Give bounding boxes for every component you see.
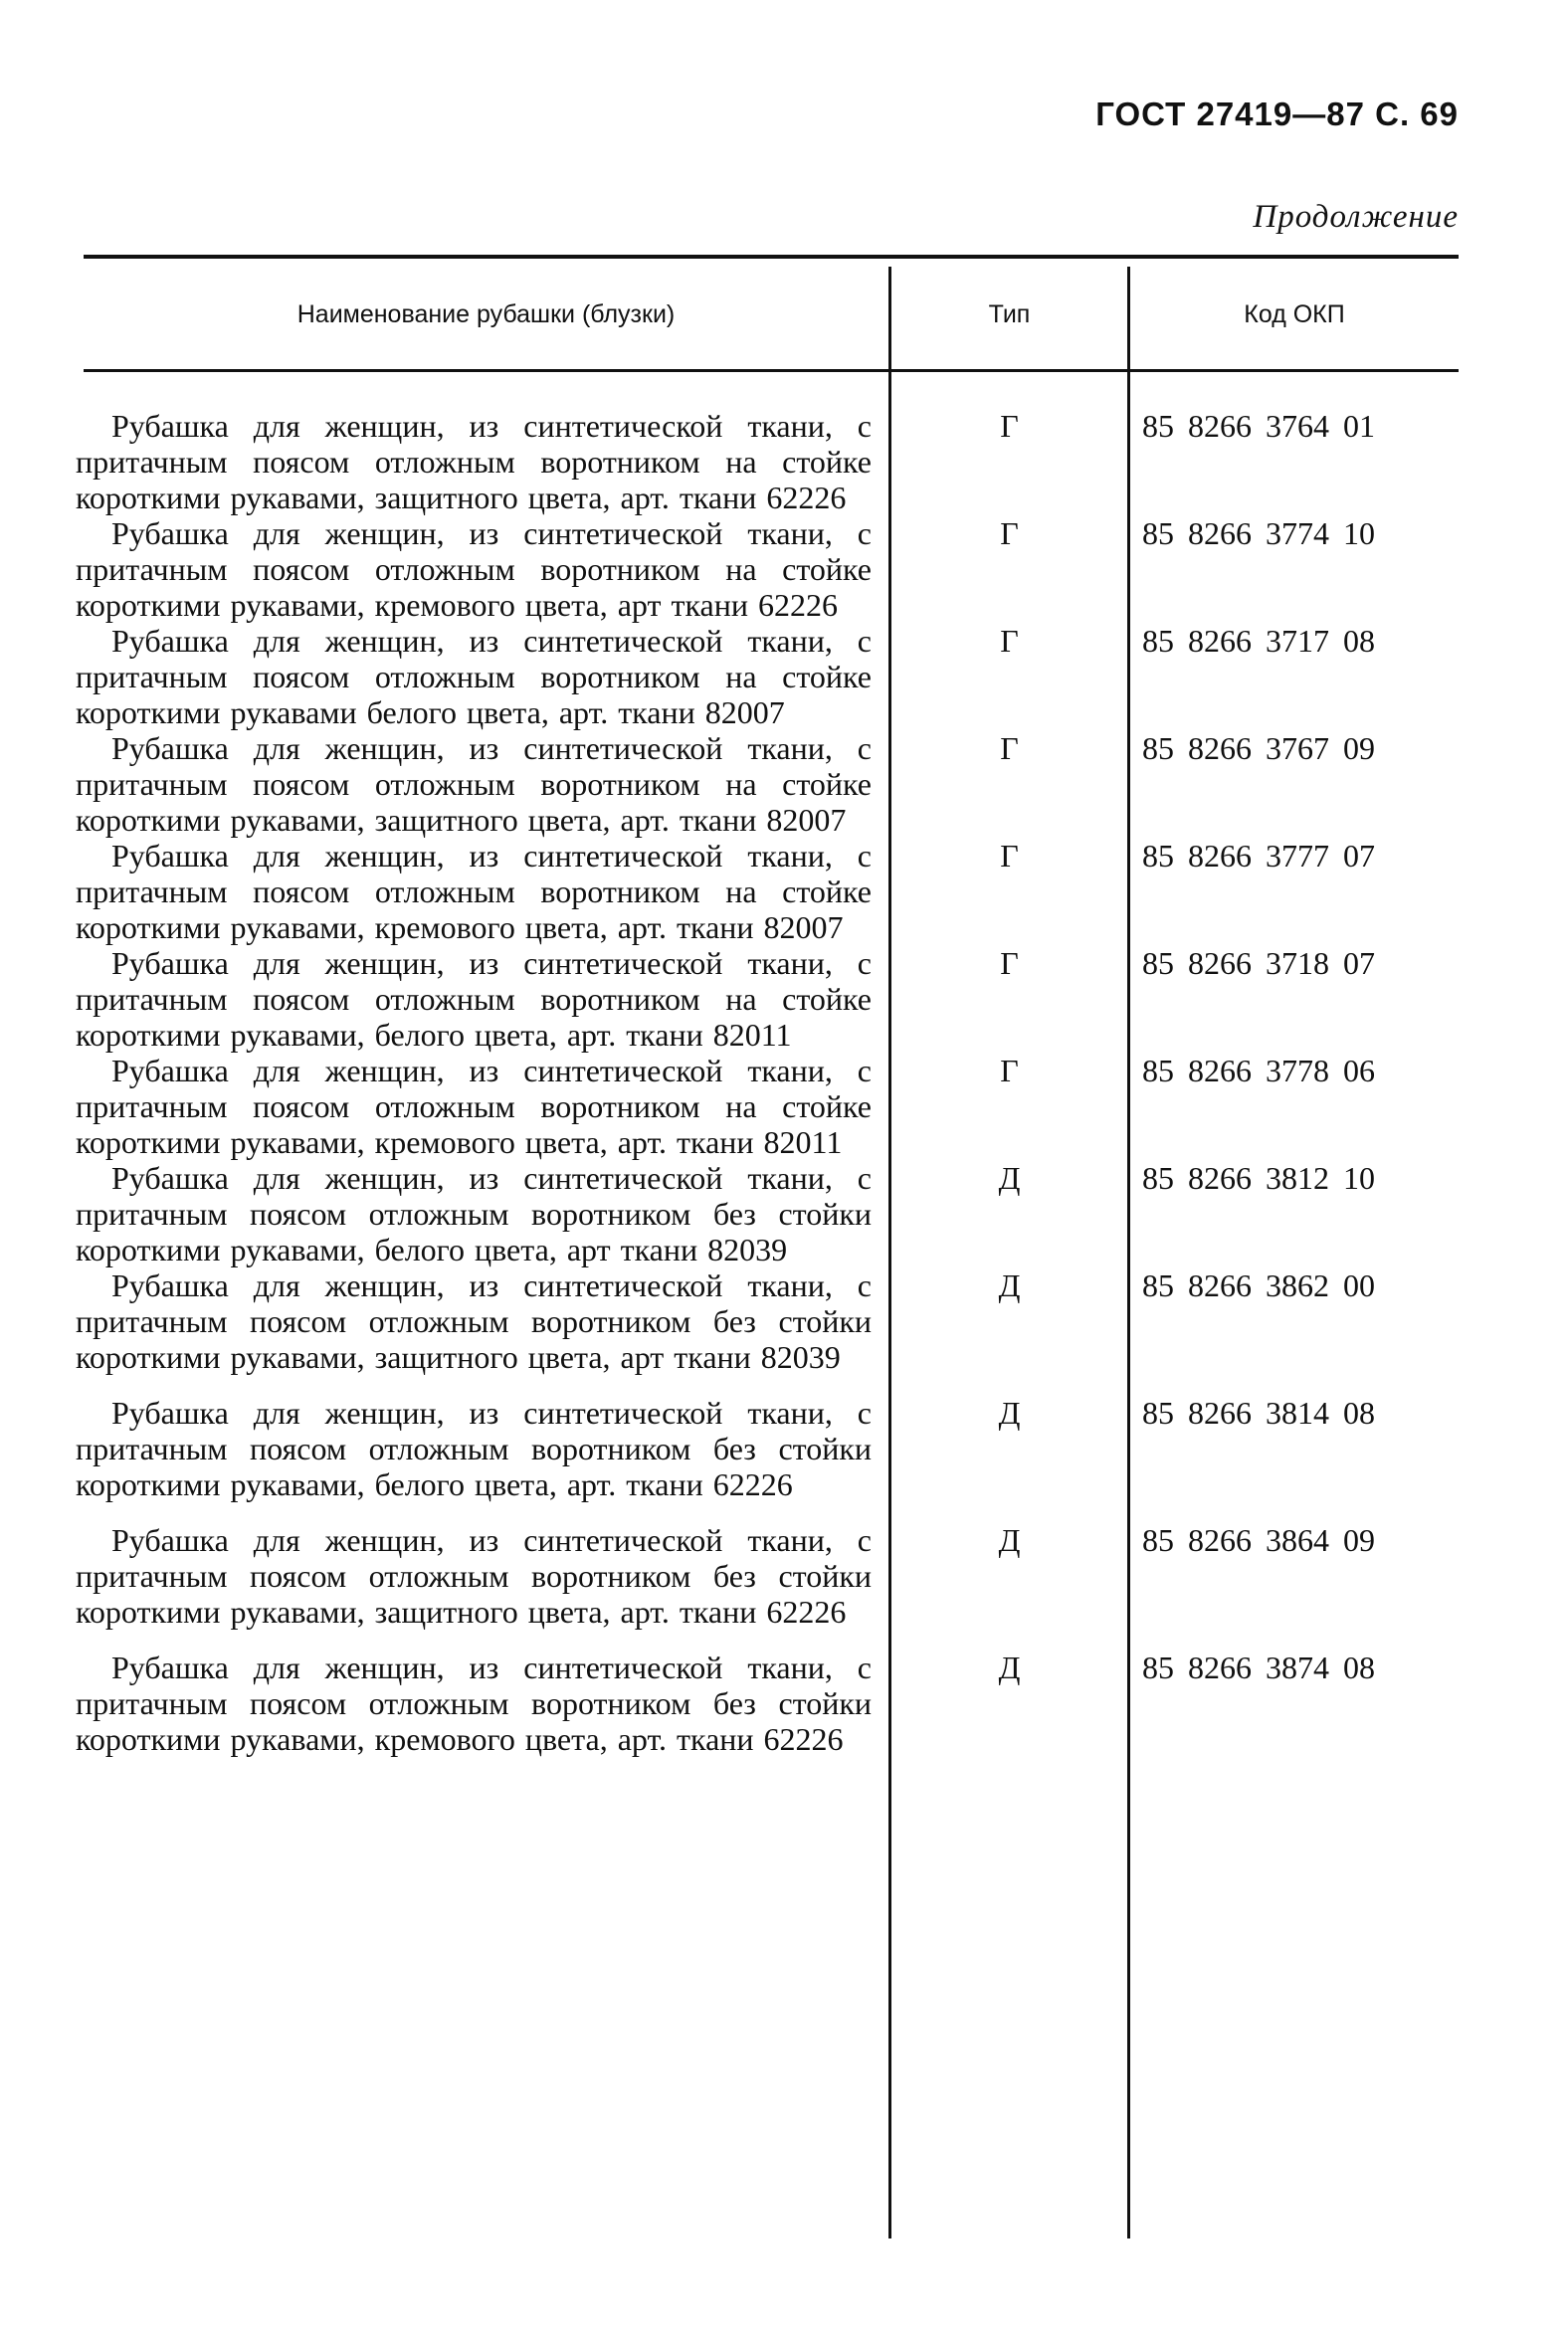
- shirt-name-cell: Рубашка для женщин, из синтетической ткани, с притачным поясом отложным воротником без стойки короткими рукавами, кремового цвета, арт. ткани 62226: [76, 1650, 872, 1757]
- continuation-label: Продолжение: [1253, 199, 1459, 235]
- page-header-standard-ref: ГОСТ 27419—87 С. 69: [1095, 96, 1459, 132]
- type-cell: Д: [998, 1160, 1021, 1196]
- table-row: [0, 1395, 1568, 1502]
- type-cell: Г: [1000, 515, 1019, 551]
- table-row: [0, 408, 1568, 515]
- table-top-rule: [84, 255, 1459, 259]
- okp-code-cell: 85 8266 3777 07: [1142, 838, 1375, 874]
- table-row: [0, 1522, 1568, 1630]
- shirt-name-cell: Рубашка для женщин, из синтетической ткани, с притачным поясом отложным воротником на стойке короткими рукавами, защитного цвета, арт. ткани 82007: [76, 730, 872, 838]
- table-row: [0, 623, 1568, 730]
- shirt-name-cell: Рубашка для женщин, из синтетической ткани, с притачным поясом отложным воротником без стойки короткими рукавами, защитного цвета, арт ткани 82039: [76, 1267, 872, 1375]
- shirt-name-cell: Рубашка для женщин, из синтетической ткани, с притачным поясом отложным воротником на стойке короткими рукавами, белого цвета, арт. ткани 82011: [76, 945, 872, 1053]
- type-cell: Д: [998, 1395, 1021, 1431]
- shirt-name-cell: Рубашка для женщин, из синтетической ткани, с притачным поясом отложным воротником на стойке короткими рукавами, кремового цвета, арт. ткани 82007: [76, 838, 872, 945]
- table-row: [0, 730, 1568, 838]
- shirt-name-cell: Рубашка для женщин, из синтетической ткани, с притачным поясом отложным воротником на стойке короткими рукавами, кремового цвета, арт. ткани 82011: [76, 1053, 872, 1160]
- type-cell: Г: [1000, 408, 1019, 444]
- table-row: [0, 1053, 1568, 1160]
- shirt-name-cell: Рубашка для женщин, из синтетической ткани, с притачным поясом отложным воротником без стойки короткими рукавами, белого цвета, арт. ткани 62226: [76, 1395, 872, 1502]
- type-cell: Г: [1000, 730, 1019, 766]
- okp-code-cell: 85 8266 3778 06: [1142, 1053, 1375, 1088]
- column-header-name: Наименование рубашки (блузки): [296, 300, 676, 328]
- table-row: [0, 1267, 1568, 1375]
- type-cell: Г: [1000, 623, 1019, 659]
- shirt-name-cell: Рубашка для женщин, из синтетической ткани, с притачным поясом отложным воротником на стойке короткими рукавами, защитного цвета, арт. ткани 62226: [76, 408, 872, 515]
- okp-code-cell: 85 8266 3864 09: [1142, 1522, 1375, 1558]
- table-body: [0, 408, 1568, 1757]
- shirt-name-cell: Рубашка для женщин, из синтетической ткани, с притачным поясом отложным воротником на стойке короткими рукавами белого цвета, арт. ткани 82007: [76, 623, 872, 730]
- table-row: [0, 945, 1568, 1053]
- type-cell: Д: [998, 1267, 1021, 1303]
- column-header-code: Код ОКП: [1244, 300, 1345, 328]
- okp-code-cell: 85 8266 3812 10: [1142, 1160, 1375, 1196]
- table-row: [0, 838, 1568, 945]
- okp-code-cell: 85 8266 3764 01: [1142, 408, 1375, 444]
- okp-code-cell: 85 8266 3862 00: [1142, 1267, 1375, 1303]
- okp-code-cell: 85 8266 3718 07: [1142, 945, 1375, 981]
- type-cell: Д: [998, 1522, 1021, 1558]
- type-cell: Г: [1000, 945, 1019, 981]
- shirt-name-cell: Рубашка для женщин, из синтетической ткани, с притачным поясом отложным воротником без стойки короткими рукавами, белого цвета, арт ткани 82039: [76, 1160, 872, 1267]
- table-row: [0, 1160, 1568, 1267]
- okp-code-cell: 85 8266 3874 08: [1142, 1650, 1375, 1685]
- table-row: [0, 515, 1568, 623]
- shirt-name-cell: Рубашка для женщин, из синтетической ткани, с притачным поясом отложным воротником без стойки короткими рукавами, защитного цвета, арт. ткани 62226: [76, 1522, 872, 1630]
- type-cell: Д: [998, 1650, 1021, 1685]
- okp-code-cell: 85 8266 3774 10: [1142, 515, 1375, 551]
- shirt-name-cell: Рубашка для женщин, из синтетической ткани, с притачным поясом отложным воротником на стойке короткими рукавами, кремового цвета, арт ткани 62226: [76, 515, 872, 623]
- column-header-type: Тип: [988, 300, 1031, 328]
- type-cell: Г: [1000, 1053, 1019, 1088]
- table-header-rule: [84, 369, 1459, 372]
- okp-code-cell: 85 8266 3717 08: [1142, 623, 1375, 659]
- type-cell: Г: [1000, 838, 1019, 874]
- okp-code-cell: 85 8266 3767 09: [1142, 730, 1375, 766]
- table-row: [0, 1650, 1568, 1757]
- okp-code-cell: 85 8266 3814 08: [1142, 1395, 1375, 1431]
